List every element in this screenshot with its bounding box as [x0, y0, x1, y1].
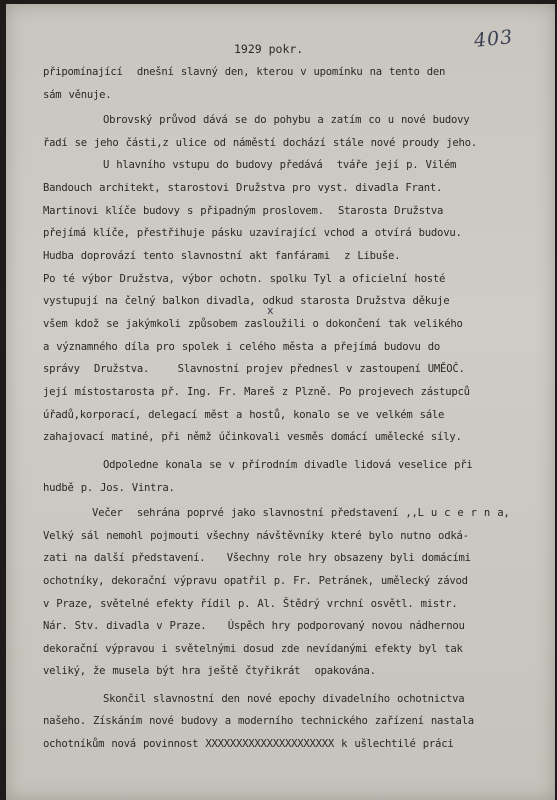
handwritten-page-number: 403: [472, 26, 515, 52]
text-line: U hlavního vstupu do budovy předává tváře její p. Vilém: [103, 159, 457, 171]
text-line: vystupují na čelný balkon divadla, odkud starosta Družstva děkuje: [43, 295, 450, 307]
text-line: přejímá klíče, přestřihuje pásku uzavírající vchod a otvírá budovu.: [43, 227, 462, 239]
text-line: ochotníkům nová povinnost XXXXXXXXXXXXXXXXXXXXX k ušlechtilé práci: [43, 738, 454, 750]
text-line: Večer sehrána poprvé jako slavnostní představení ,,L u c e r n a,: [92, 507, 510, 519]
text-line: Martinovi klíče budovy s připadným proslovem. Starosta Družstva: [43, 205, 444, 217]
text-line: Velký sál nemohl pojmouti všechny návštěvníky které bylo nutno odká-: [43, 530, 469, 542]
text-line: připomínající dnešní slavný den, kterou v upomínku na tento den: [43, 66, 446, 78]
text-line: všem kdož se jakýmkoli způsobem zasloužili o dokončení tak velikého: [43, 318, 463, 330]
text-line: zati na další představení. Všechny role hry obsazeny byli domácími: [43, 552, 471, 564]
text-line: veliký, že musela být hra ještě čtyřikrát opakována.: [43, 665, 376, 677]
text-line: její místostarosta př. Ing. Fr. Mareš z Plzně. Po projevech zástupců: [43, 386, 470, 398]
text-line: zahajovací matiné, při němž účinkovali vesměs domácí umělecké síly.: [43, 431, 462, 443]
text-line: řadí se jeho části,z ulice od náměstí dochází stále nové proudy jeho.: [43, 137, 477, 149]
text-line: Odpoledne konala se v přírodním divadle lidová veselice při: [103, 459, 473, 471]
text-line: Bandouch architekt, starostovi Družstva pro vyst. divadla Frant.: [43, 182, 443, 194]
text-line: úřadů,korporací, delegací měst a hostů, konalo se ve velkém sále: [43, 409, 445, 421]
text-line: Po té výbor Družstva, výbor ochotn. spolku Tyl a oficielní hosté: [43, 273, 446, 285]
text-line: a významného díla pro spolek i celého města a přejímá budovu do: [43, 341, 441, 353]
text-line: Nár. Stv. divadla v Praze. Úspěch hry podporovaný novou nádhernou: [43, 620, 465, 632]
typewritten-page: [6, 4, 555, 800]
page-header: 1929 pokr.: [234, 42, 304, 56]
text-line: v Praze, světelné efekty řídil p. Al. Štědrý vrchní osvětl. mistr.: [43, 598, 458, 610]
text-line: Obrovský průvod dává se do pohybu a zatím co u nové budovy: [103, 114, 470, 126]
text-line: našeho. Získáním nové budovy a moderního technického zařízení nastala: [43, 715, 474, 727]
text-line: Skončil slavnostní den nové epochy divadelního ochotnictva: [103, 693, 465, 705]
text-line: ochotníky, dekorační výpravu opatřil p. Fr. Petránek, umělecký závod: [43, 575, 468, 587]
text-line: hudbě p. Jos. Vintra.: [43, 482, 175, 494]
document-body: [6, 4, 555, 800]
text-line: správy Družstva. Slavnostní projev přednesl v zastoupení UMĚOČ.: [43, 363, 465, 375]
text-line: Hudba doprovází tento slavnostní akt fanfárami z Libuše.: [43, 250, 401, 262]
handwritten-x-mark: x: [267, 304, 274, 317]
text-line: sám věnuje.: [43, 89, 112, 101]
text-line: dekorační výpravou i světelnými dosud zde nevídanými efekty byl tak: [43, 643, 463, 655]
